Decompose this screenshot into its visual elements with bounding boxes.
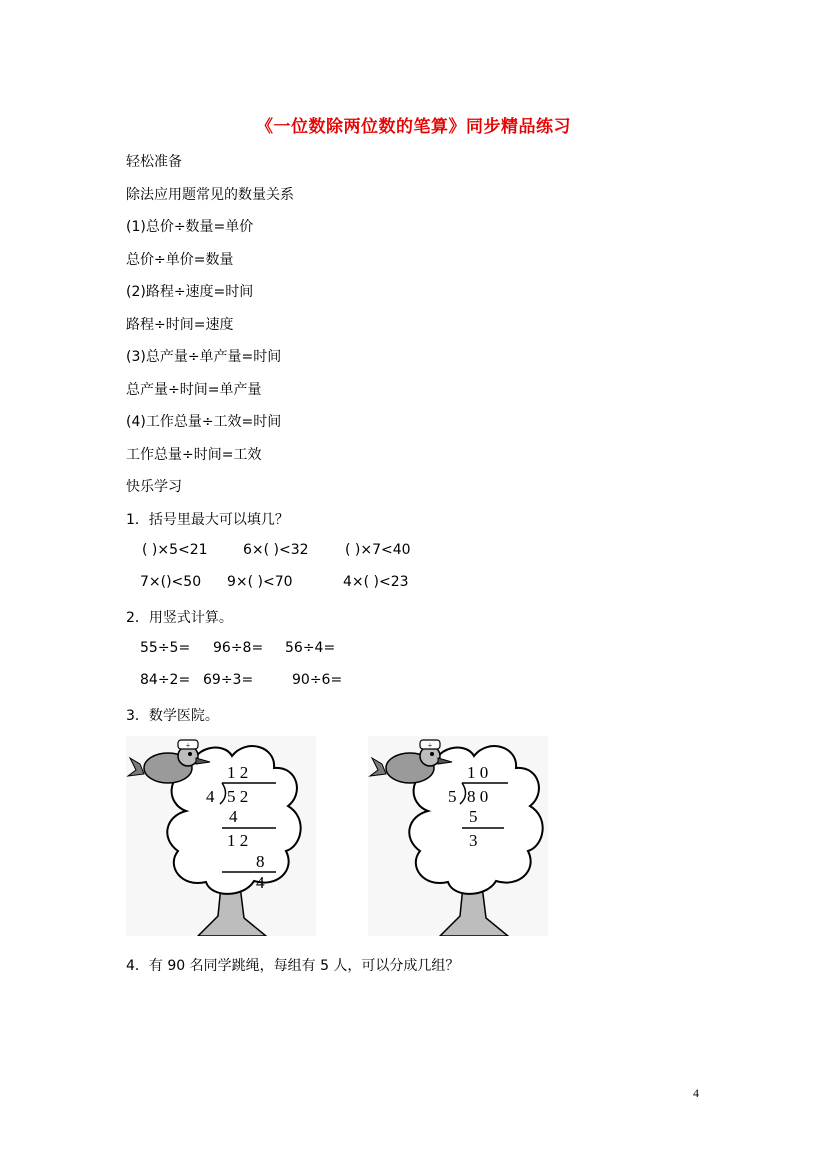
- dividend: 5 2: [227, 787, 249, 806]
- page-title: 《一位数除两位数的笔算》同步精品练习: [256, 117, 571, 137]
- text-line: (2)路程÷速度=时间: [126, 284, 254, 300]
- q2-item: 56÷4=: [285, 640, 336, 656]
- q2-item: 55÷5=: [140, 640, 191, 656]
- q1-item: ( )×5<21: [142, 542, 208, 558]
- question-4: 4．有 90 名同学跳绳，每组有 5 人，可以分成几组？: [126, 958, 460, 974]
- svg-text:+: +: [427, 741, 433, 750]
- text-line: (1)总价÷数量=单价: [126, 219, 254, 235]
- dividend: 8 0: [467, 787, 489, 806]
- page-number: 4: [693, 1086, 699, 1100]
- q1-item: 4×( )<23: [343, 574, 409, 590]
- q2-item: 90÷6=: [292, 672, 343, 688]
- step-product: 5: [469, 807, 478, 826]
- divisor: 5: [448, 787, 457, 806]
- q2-item: 84÷2=: [140, 672, 191, 688]
- math-hospital-tree-2: [368, 736, 548, 940]
- svg-text:+: +: [185, 741, 191, 750]
- step-remainder: 4: [256, 873, 265, 892]
- question-2: 2．用竖式计算。: [126, 610, 233, 626]
- divisor: 4: [206, 787, 215, 806]
- q1-item: 6×( )<32: [243, 542, 309, 558]
- q1-item: 9×( )<70: [227, 574, 293, 590]
- q1-item: ( )×7<40: [345, 542, 411, 558]
- question-1: 1．括号里最大可以填几？: [126, 512, 289, 528]
- quotient: 1 2: [227, 763, 249, 782]
- step-remainder: 3: [469, 831, 478, 850]
- text-line: 路程÷时间=速度: [126, 317, 234, 333]
- text-line: (4)工作总量÷工效=时间: [126, 414, 282, 430]
- section-heading-learn: 快乐学习: [126, 479, 182, 495]
- text-line: (3)总产量÷单产量=时间: [126, 349, 282, 365]
- step-remainder: 1 2: [227, 831, 249, 850]
- question-3: 3．数学医院。: [126, 708, 219, 724]
- quotient: 1 0: [467, 763, 489, 782]
- q2-item: 96÷8=: [213, 640, 264, 656]
- q1-item: 7×()<50: [140, 574, 202, 590]
- text-line: 除法应用题常见的数量关系: [126, 187, 294, 203]
- step-product: 8: [256, 852, 265, 871]
- text-line: 总价÷单价=数量: [126, 252, 234, 268]
- step-product: 4: [229, 807, 238, 826]
- section-heading-prep: 轻松准备: [126, 154, 182, 170]
- q2-item: 69÷3=: [203, 672, 254, 688]
- math-hospital-tree-1: [126, 736, 316, 940]
- text-line: 总产量÷时间=单产量: [126, 382, 262, 398]
- text-line: 工作总量÷时间=工效: [126, 447, 262, 463]
